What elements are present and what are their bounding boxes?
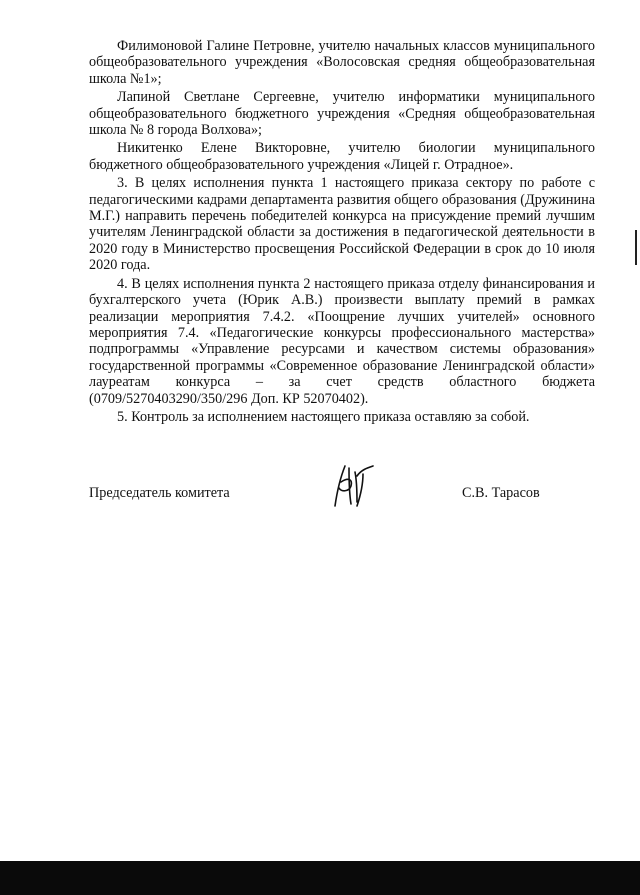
scan-edge-mark (635, 230, 637, 265)
paragraph-filimonova: Филимоновой Галине Петровне, учителю начальных классов муниципального общеобразовательного учреждения «Волосовская средняя общеобразовательная школа №1»; (89, 38, 595, 87)
signatory-title: Председатель комитета (89, 485, 230, 501)
handwritten-signature (327, 462, 377, 510)
paragraph-item-3: 3. В целях исполнения пункта 1 настоящего приказа сектору по работе с педагогическими кадрами департамента развития общего образования (Дружинина М.Г.) направить перечень победителей конкурса на присуждение премий лучшим учителям Ленинградской области за достижения в педагогической деятельности в 2020 году в Министерство просвещения Российской Федерации в срок до 10 июля 2020 года. (89, 175, 595, 274)
signatory-name: С.В. Тарасов (462, 485, 540, 501)
paragraph-nikitenko: Никитенко Елене Викторовне, учителю биологии муниципального бюджетного общеобразовательного учреждения «Лицей г. Отрадное». (89, 140, 595, 173)
paragraph-lapina: Лапиной Светлане Сергеевне, учителю информатики муниципального общеобразовательного бюджетного учреждения «Средняя общеобразовательная школа № 8 города Волхова»; (89, 89, 595, 139)
document-body (89, 38, 595, 425)
paragraph-item-5: 5. Контроль за исполнением настоящего приказа оставляю за собой. (117, 408, 530, 425)
paragraph-item-4: 4. В целях исполнения пункта 2 настоящего приказа отделу финансирования и бухгалтерского учета (Юрик А.В.) произвести выплату премий в рамках реализации мероприятия 7.4.2. «Поощрение лучших учителей» основного мероприятия 7.4. «Педагогические конкурсы профессионального мастерства» подпрограммы «Управление ресурсами и качеством системы образования» государственной программы «Современное образование Ленинградской области» лауреатам конкурса – за счет средств областного бюджета (0709/5270403290/350/296 Доп. КР 52070402). (89, 275, 595, 407)
scan-bottom-bar (0, 861, 640, 895)
